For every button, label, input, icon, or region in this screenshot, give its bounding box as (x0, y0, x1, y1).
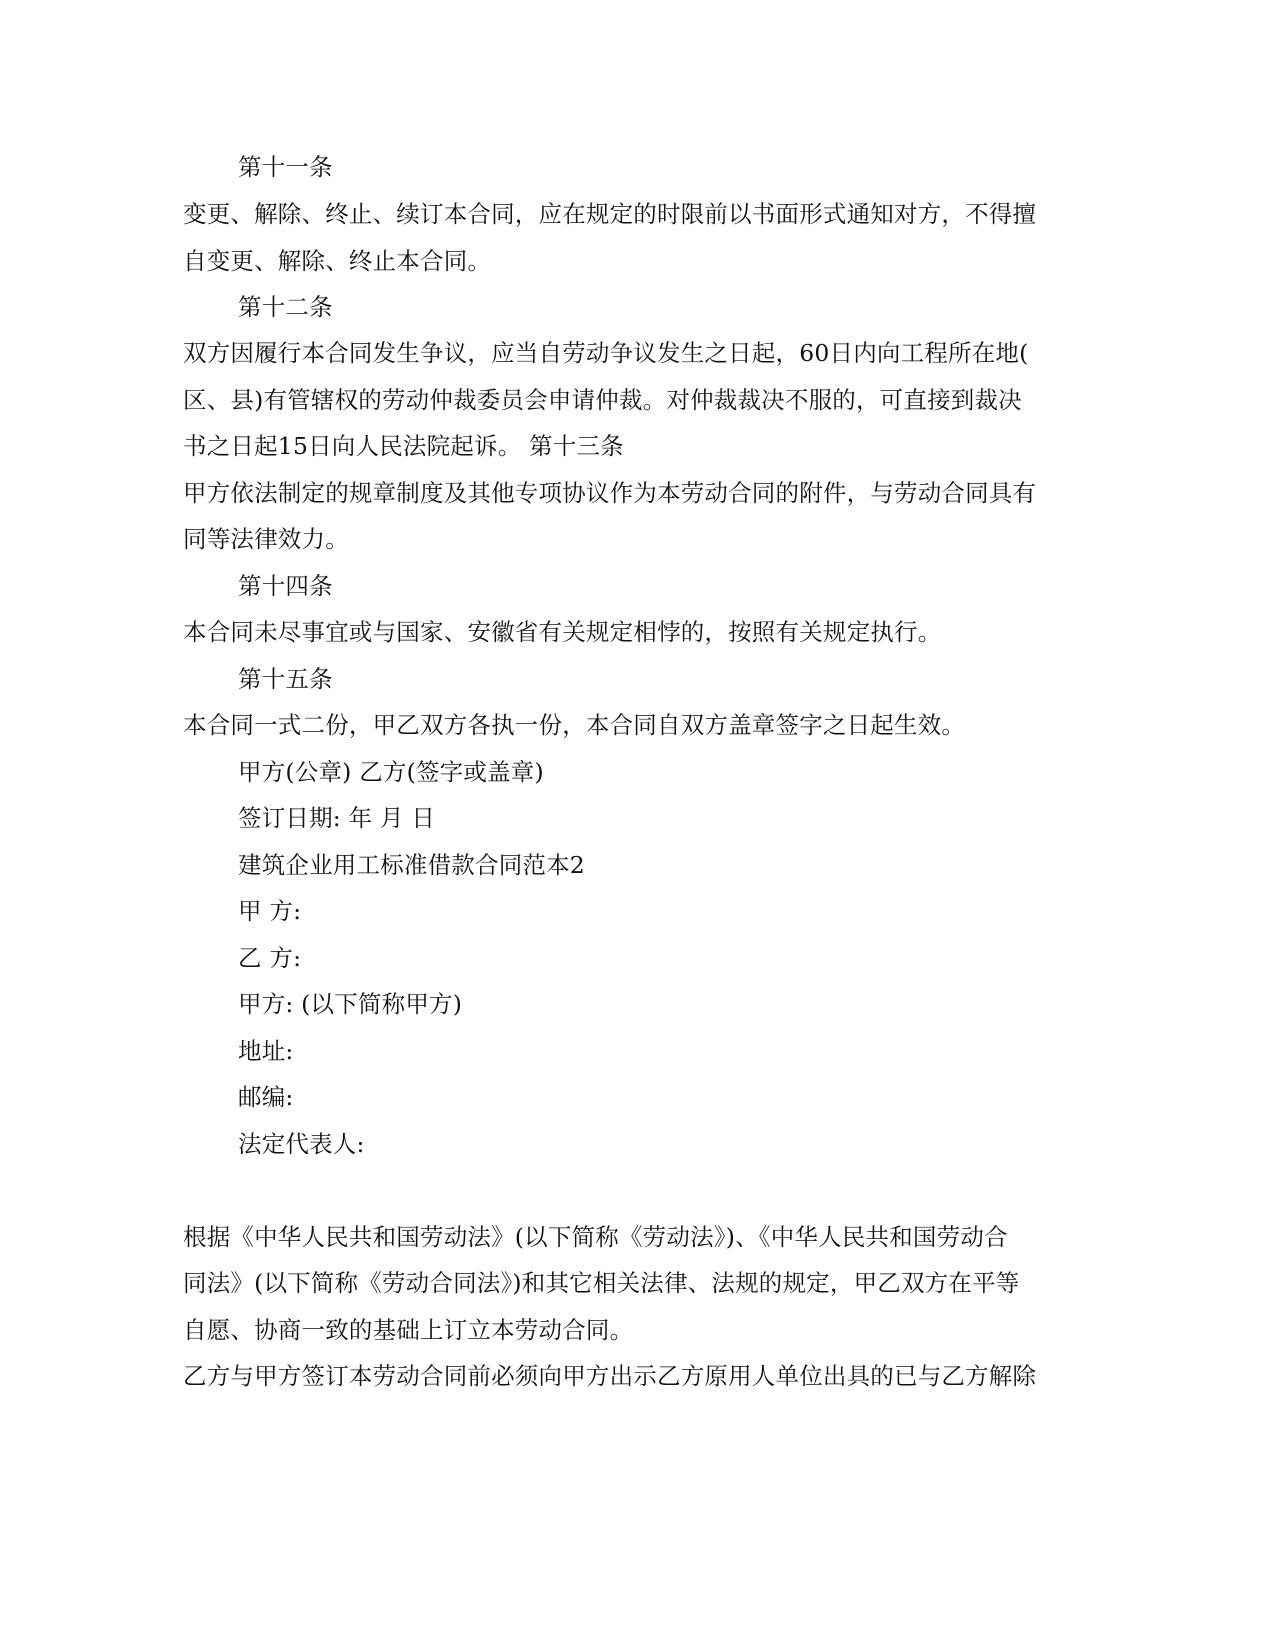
article-14-text: 本合同未尽事宜或与国家、安徽省有关规定相悖的，按照有关规定执行。 (183, 618, 942, 646)
party-a-definition: 甲方: (以下简称甲方) (238, 990, 463, 1018)
address-label: 地址: (238, 1037, 294, 1065)
party-a-label: 甲 方: (238, 897, 302, 925)
article-12-heading: 第十二条 (238, 293, 333, 321)
article-11-text-line-1: 变更、解除、终止、续订本合同，应在规定的时限前以书面形式通知对方，不得擅 (183, 200, 1037, 228)
article-12-text-line-1: 双方因履行本合同发生争议，应当自劳动争议发生之日起，60日内向工程所在地( (183, 339, 1029, 367)
legal-representative-label: 法定代表人: (238, 1130, 365, 1158)
article-14-heading: 第十四条 (238, 572, 333, 600)
article-12-text-line-2: 区、县)有管辖权的劳动仲裁委员会申请仲裁。对仲裁裁决不服的，可直接到裁决 (183, 386, 1022, 414)
preamble-line-1: 根据《中华人民共和国劳动法》(以下简称《劳动法》)、《中华人民共和国劳动合 (183, 1223, 1008, 1251)
article-13-text-line-2: 同等法律效力。 (183, 525, 349, 553)
clause-text-line-1: 乙方与甲方签订本劳动合同前必须向甲方出示乙方原用人单位出具的已与乙方解除 (183, 1362, 1037, 1390)
contract-title: 建筑企业用工标准借款合同范本2 (238, 851, 585, 879)
preamble-line-2: 同法》(以下简称《劳动合同法》)和其它相关法律、法规的规定，甲乙双方在平等 (183, 1269, 1020, 1297)
preamble-line-3: 自愿、协商一致的基础上订立本劳动合同。 (183, 1316, 634, 1344)
signing-date: 签订日期: 年 月 日 (238, 804, 436, 832)
postcode-label: 邮编: (238, 1083, 294, 1111)
signature-line: 甲方(公章) 乙方(签字或盖章) (238, 758, 544, 786)
article-15-heading: 第十五条 (238, 665, 333, 693)
article-12-text-line-3: 书之日起15日向人民法院起诉。 第十三条 (183, 432, 624, 460)
article-15-text: 本合同一式二份，甲乙双方各执一份，本合同自双方盖章签字之日起生效。 (183, 711, 966, 739)
article-11-text-line-2: 自变更、解除、终止本合同。 (183, 247, 492, 275)
article-11-heading: 第十一条 (238, 153, 333, 181)
party-b-label: 乙 方: (238, 944, 302, 972)
article-13-text-line-1: 甲方依法制定的规章制度及其他专项协议作为本劳动合同的附件，与劳动合同具有 (183, 479, 1037, 507)
